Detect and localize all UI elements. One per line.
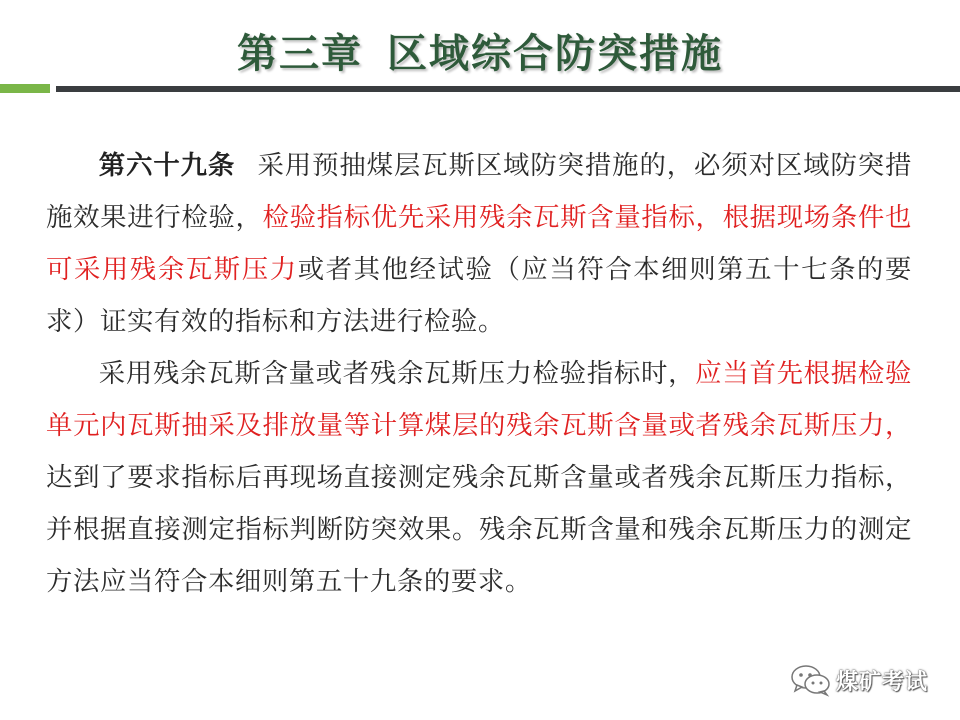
watermark-text: 煤矿考试: [836, 669, 929, 695]
chapter-heading: 区域综合防突措施: [387, 30, 723, 77]
watermark: [790, 660, 940, 700]
wechat-icon: [790, 663, 832, 697]
paragraph-article-69: [46, 140, 912, 348]
paragraph-text: 或者其他经试验（应当符合本细则第五十七条的要求）证实有效的指标和方法进行检验。: [46, 254, 912, 337]
highlighted-text: 应当首先根据检验单元内瓦斯抽采及排放量等计算煤层的残余瓦斯含量或者残余瓦斯压力，: [46, 358, 912, 441]
title-underline-bar: [56, 86, 960, 92]
paragraph-text: 采用预抽煤层瓦斯区域防突措施的，必须对区域防突措施效果进行检验，: [46, 150, 913, 233]
article-number: 第六十九条: [98, 150, 236, 181]
paragraph-text: 采用残余瓦斯含量或者残余瓦斯压力检验指标时，: [98, 358, 696, 389]
slide-body: [46, 140, 912, 608]
slide-title: [0, 22, 960, 79]
paragraph-text: 达到了要求指标后再现场直接测定残余瓦斯含量或者残余瓦斯压力指标，并根据直接测定指标判断防突效果。残余瓦斯含量和残余瓦斯压力的测定方法应当符合本细则第五十九条的要求。: [46, 462, 912, 597]
paragraph-residual-gas: [46, 348, 912, 608]
highlighted-text: 检验指标优先采用残余瓦斯含量指标，根据现场条件也可采用残余瓦斯压力: [46, 202, 912, 285]
chapter-number: 第三章: [237, 30, 363, 77]
title-underline-accent: [0, 84, 50, 93]
